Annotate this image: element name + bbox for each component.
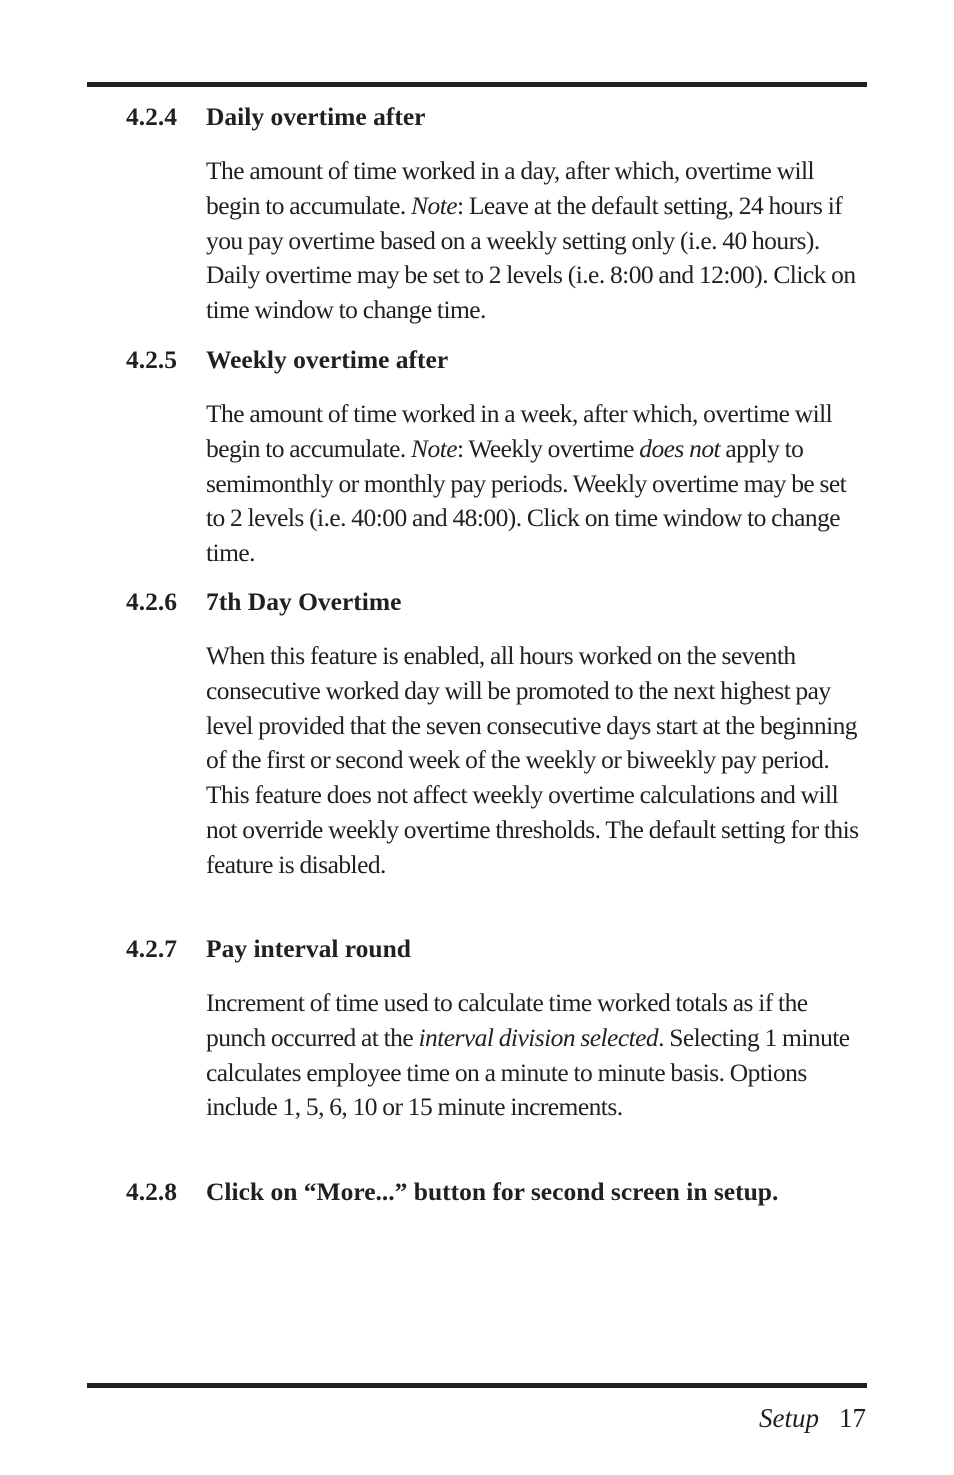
section-heading: [126, 1177, 866, 1207]
body-text: . Selecting 1 minute calculates employee time on a minute to minute basis. Options include 1, 5, 6, 10 or 15 minute increments.: [206, 1022, 850, 1122]
body-text: : Leave at the default setting, 24 hours if you pay overtime based on a weekly setting only (i.e. 40 hours). Daily overtime may be set to 2 levels (i.e. 8:00 and 12:00). Click on time window to change time.: [206, 190, 856, 325]
body-text: : Weekly overtime: [457, 433, 640, 463]
footer-section-label: Setup: [759, 1403, 819, 1433]
bottom-rule: [87, 1383, 867, 1388]
note-label: Note: [411, 190, 458, 220]
section-title: Pay interval round: [206, 934, 411, 963]
section-body: [206, 639, 866, 883]
section-4-2-6: [126, 587, 866, 883]
section-heading: [126, 102, 866, 132]
section-title: Daily overtime after: [206, 102, 426, 131]
body-text: When this feature is enabled, all hours worked on the seventh consecutive worked day will be promoted to the next highest pay level provided that the seven consecutive days start at the beginning of the first or second week of the weekly or biweekly pay period. This feature does not affect weekly overtime calculations and will not override weekly overtime thresholds. The default setting for this feature is disabled.: [206, 641, 859, 879]
note-label: Note: [411, 433, 458, 463]
section-number: 4.2.8: [126, 1177, 177, 1206]
section-body: [206, 154, 866, 328]
section-number: 4.2.4: [126, 102, 177, 131]
page-footer: [759, 1400, 866, 1436]
section-body: [206, 397, 866, 571]
page-number: 17: [839, 1403, 866, 1433]
section-number: 4.2.7: [126, 934, 177, 963]
section-4-2-7: [126, 934, 866, 1125]
body-text: apply to semimonthly or monthly pay periods. Weekly overtime may be set to 2 levels (i.e. 40:00 and 48:00). Click on time window to change time.: [206, 433, 847, 568]
section-number: 4.2.6: [126, 587, 177, 616]
body-text: Increment of time used to calculate time worked totals as if the punch occurred at the: [206, 988, 808, 1052]
emphasis-text: interval division selected: [418, 1022, 659, 1052]
body-text: The amount of time worked in a day, after which, overtime will begin to accumulate.: [206, 156, 815, 220]
section-title: 7th Day Overtime: [206, 587, 402, 616]
top-rule: [87, 82, 867, 87]
section-4-2-8: [126, 1177, 866, 1207]
section-heading: [126, 587, 866, 617]
section-heading: [126, 345, 866, 375]
emphasis-text: does not: [639, 433, 721, 463]
section-number: 4.2.5: [126, 345, 177, 374]
section-heading: [126, 934, 866, 964]
body-text: The amount of time worked in a week, after which, overtime will begin to accumulate.: [206, 399, 833, 463]
section-body: [206, 986, 866, 1125]
section-title: Click on “More...” button for second screen in setup.: [206, 1177, 779, 1206]
section-title: Weekly overtime after: [206, 345, 449, 374]
section-4-2-4: [126, 102, 866, 328]
section-4-2-5: [126, 345, 866, 571]
